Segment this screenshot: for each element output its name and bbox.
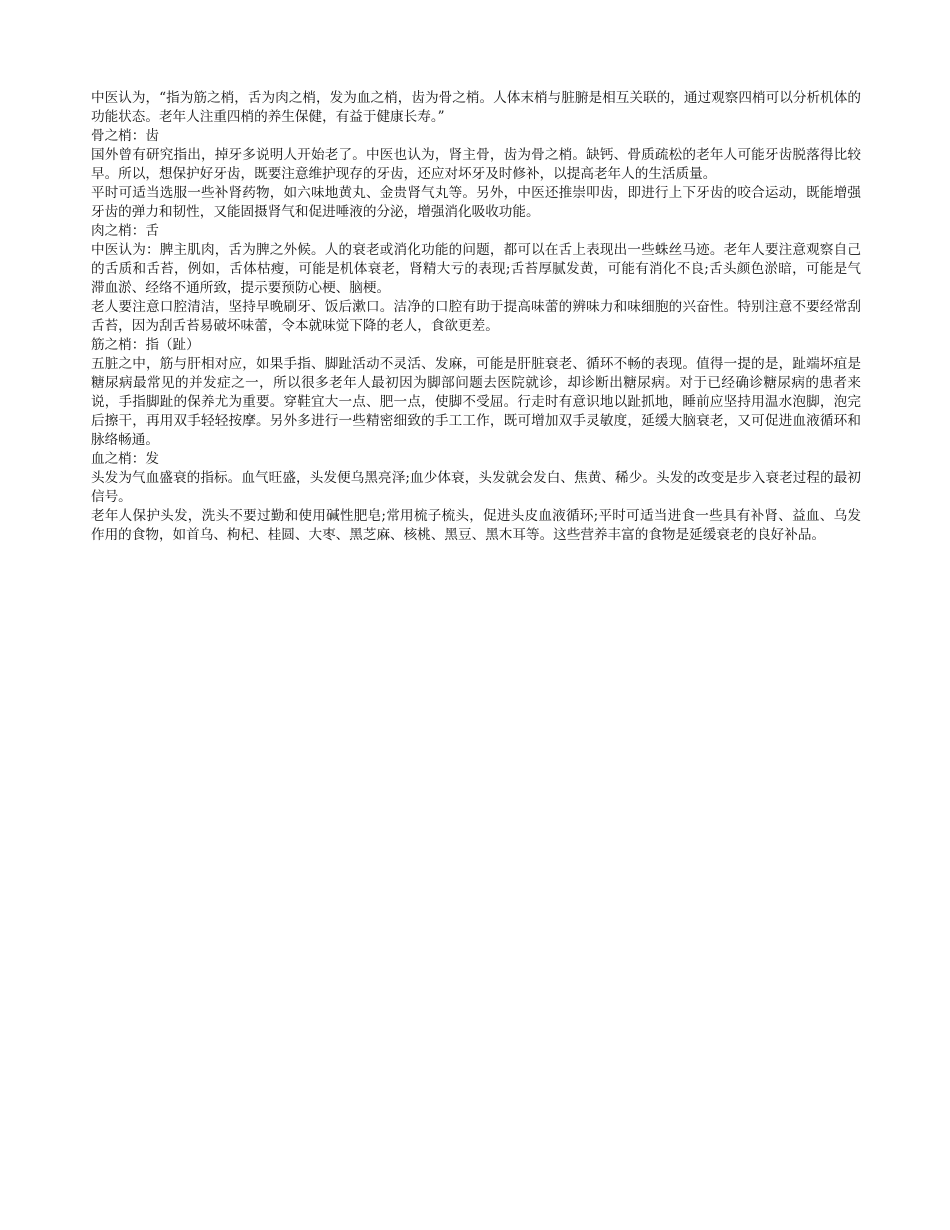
- section-heading-tongue: 肉之梢：舌: [91, 223, 159, 239]
- tongue-paragraph-2: 老人要注意口腔清洁，坚持早晚刷牙、饭后漱口。洁净的口腔有助于提高味蕾的辨味力和味细胞的兴奋性。特别注意不要经常刮舌苔，因为刮舌苔易破坏味蕾，令本就味觉下降的老人，食欲更差。: [91, 299, 861, 334]
- intro-paragraph: 中医认为，“指为筋之梢，舌为肉之梢，发为血之梢，齿为骨之梢。人体末梢与脏腑是相互关联的，通过观察四梢可以分析机体的功能状态。老年人注重四梢的养生保健，有益于健康长寿。”: [91, 90, 861, 125]
- section-heading-hair: 血之梢：发: [91, 451, 159, 467]
- hair-paragraph-2: 老年人保护头发，洗头不要过勤和使用碱性肥皂;常用梳子梳头，促进头皮血液循环;平时可适当进食一些具有补肾、益血、乌发作用的食物，如首乌、枸杞、桂圆、大枣、黑芝麻、核桃、黑豆、黑木耳等。这些营养丰富的食物是延缓衰老的良好补品。: [91, 508, 861, 543]
- document-body: [91, 89, 861, 545]
- tongue-paragraph-1: 中医认为：脾主肌肉，舌为脾之外候。人的衰老或消化功能的问题，都可以在舌上表现出一些蛛丝马迹。老年人要注意观察自己的舌质和舌苔，例如，舌体枯瘦，可能是机体衰老，肾精大亏的表现;舌苔厚腻发黄，可能有消化不良;舌头颜色淤暗，可能是气滞血淤、经络不通所致，提示要预防心梗、脑梗。: [91, 242, 861, 296]
- fingers-paragraph: 五脏之中，筋与肝相对应，如果手指、脚趾活动不灵活、发麻，可能是肝脏衰老、循环不畅的表现。值得一提的是，趾端坏疽是糖尿病最常见的并发症之一，所以很多老年人最初因为脚部问题去医院就诊，却诊断出糖尿病。对于已经确诊糖尿病的患者来说，手指脚趾的保养尤为重要。穿鞋宜大一点、肥一点，使脚不受屈。行走时有意识地以趾抓地，睡前应坚持用温水泡脚，泡完后擦干，再用双手轻轻按摩。另外多进行一些精密细致的手工工作，既可增加双手灵敏度，延缓大脑衰老，又可促进血液循环和脉络畅通。: [91, 356, 861, 448]
- teeth-paragraph-2: 平时可适当选服一些补肾药物，如六味地黄丸、金贵肾气丸等。另外，中医还推崇叩齿，即进行上下牙齿的咬合运动，既能增强牙齿的弹力和韧性，又能固摄肾气和促进唾液的分泌，增强消化吸收功能。: [91, 185, 861, 220]
- section-heading-teeth: 骨之梢：齿: [91, 128, 159, 144]
- section-heading-fingers: 筋之梢：指（趾）: [91, 337, 200, 353]
- hair-paragraph-1: 头发为气血盛衰的指标。血气旺盛，头发便乌黑亮泽;血少体衰，头发就会发白、焦黄、稀少。头发的改变是步入衰老过程的最初信号。: [91, 470, 861, 505]
- teeth-paragraph-1: 国外曾有研究指出，掉牙多说明人开始老了。中医也认为，肾主骨，齿为骨之梢。缺钙、骨质疏松的老年人可能牙齿脱落得比较早。所以，想保护好牙齿，既要注意维护现存的牙齿，还应对坏牙及时修补，以提高老年人的生活质量。: [91, 147, 861, 182]
